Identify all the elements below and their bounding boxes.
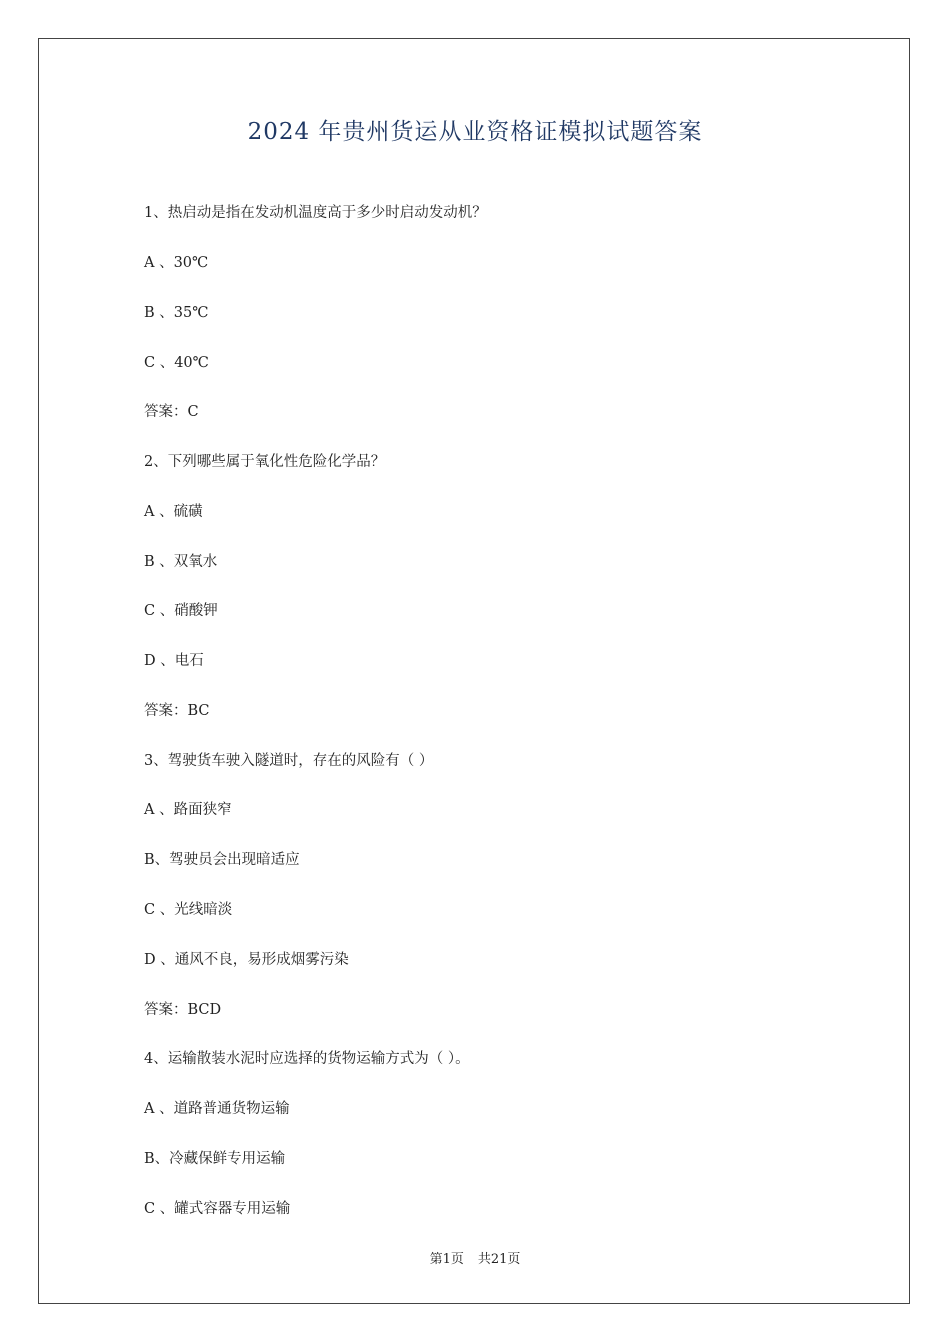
page-number: 第1页 <box>429 1252 464 1267</box>
question-4: 4、运输散装水泥时应选择的货物运输方式为（ ）。 <box>144 1051 470 1067</box>
question-2: 2、下列哪些属于氧化性危险化学品？ <box>144 454 386 470</box>
option-3c: C 、光线暗淡 <box>144 902 233 918</box>
option-4b: B、冷藏保鲜专用运输 <box>144 1151 286 1167</box>
option-1b: B 、35℃ <box>144 305 209 321</box>
option-4a: A 、道路普通货物运输 <box>144 1101 290 1117</box>
page-footer <box>0 1248 950 1267</box>
option-2a: A 、硫磺 <box>144 504 203 520</box>
option-2b: B 、双氧水 <box>144 554 218 570</box>
option-3a: A 、路面狭窄 <box>144 802 232 818</box>
option-2c: C 、硝酸钾 <box>144 603 218 619</box>
page-total: 共21页 <box>477 1252 521 1267</box>
option-3b: B、驾驶员会出现暗适应 <box>144 852 300 868</box>
option-3d: D 、通风不良，易形成烟雾污染 <box>144 952 349 968</box>
option-1c: C 、40℃ <box>144 355 209 371</box>
document-title: 2024 年贵州货运从业资格证模拟试题答案 <box>247 119 703 145</box>
question-3: 3、驾驶货车驶入隧道时，存在的风险有（ ） <box>144 753 434 769</box>
answer-1: 答案：C <box>144 404 199 420</box>
answer-3: 答案：BCD <box>144 1002 222 1018</box>
option-4c: C 、罐式容器专用运输 <box>144 1201 291 1217</box>
option-1a: A 、30℃ <box>144 255 209 271</box>
option-2d: D 、电石 <box>144 653 204 669</box>
question-1: 1、热启动是指在发动机温度高于多少时启动发动机？ <box>144 205 487 221</box>
answer-2: 答案：BC <box>144 703 210 719</box>
